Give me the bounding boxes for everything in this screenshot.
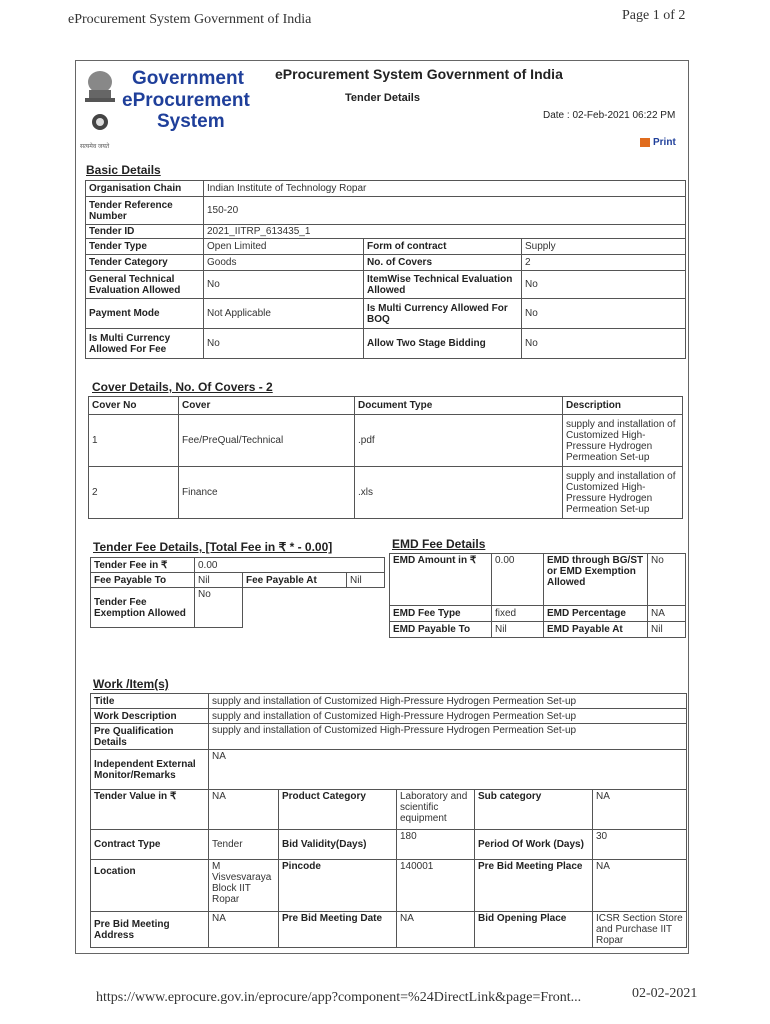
fee-payat-value: Nil: [347, 573, 385, 588]
tender-value-label: Tender Value in ₹: [91, 790, 209, 830]
basic-details-table: [85, 180, 686, 359]
national-emblem-icon: [77, 68, 123, 140]
basic-details-title: Basic Details: [86, 163, 161, 177]
site-title: eProcurement System Government of India: [275, 66, 563, 82]
covers-value: 2: [522, 255, 686, 271]
emd-type-label: EMD Fee Type: [390, 606, 492, 622]
pre-bid-date-value: NA: [397, 912, 475, 948]
emd-through-label: EMD through BG/ST or EMD Exemption Allowed: [544, 554, 648, 606]
emd-payto-label: EMD Payable To: [390, 622, 492, 638]
product-category-label: Product Category: [279, 790, 397, 830]
multi-currency-fee-value: No: [204, 329, 364, 359]
contract-type-label: Contract Type: [91, 830, 209, 860]
description-header: Description: [563, 397, 683, 415]
cover-name: Finance: [179, 467, 355, 519]
category-value: Goods: [204, 255, 364, 271]
fee-value: 0.00: [195, 558, 385, 573]
preq-value: supply and installation of Customized High-Pressure Hydrogen Permeation Set-up: [209, 724, 687, 750]
fee-payat-label: Fee Payable At: [243, 573, 347, 588]
pre-bid-place-label: Pre Bid Meeting Place: [475, 860, 593, 912]
cover-no: 2: [89, 467, 179, 519]
browser-footer-url: https://www.eprocure.gov.in/eprocure/app?component=%24DirectLink&page=Front...: [96, 990, 582, 1005]
bid-opening-place-label: Bid Opening Place: [475, 912, 593, 948]
tender-id-value: 2021_IITRP_613435_1: [204, 225, 686, 239]
bid-validity-value: 180: [397, 830, 475, 860]
tender-fee-title: Tender Fee Details, [Total Fee in ₹ * - 0.00]: [93, 540, 333, 554]
payment-mode-label: Payment Mode: [86, 299, 204, 329]
ite-value: No: [522, 271, 686, 299]
emd-payat-label: EMD Payable At: [544, 622, 648, 638]
contract-value: Supply: [522, 239, 686, 255]
cover-description: supply and installation of Customized High-Pressure Hydrogen Permeation Set-up: [563, 415, 683, 467]
logo-word-eprocurement: eProcurement: [122, 90, 250, 111]
type-value: Open Limited: [204, 239, 364, 255]
cover-header: Cover: [179, 397, 355, 415]
logo-word-system: System: [157, 111, 225, 132]
cover-description: supply and installation of Customized High-Pressure Hydrogen Permeation Set-up: [563, 467, 683, 519]
location-label: Location: [91, 860, 209, 912]
page-subtitle: Tender Details: [345, 92, 420, 104]
monitor-label: Independent External Monitor/Remarks: [91, 750, 209, 790]
work-title-label: Title: [91, 694, 209, 709]
emd-percentage-value: NA: [648, 606, 686, 622]
table-row: [89, 415, 683, 467]
emd-payat-value: Nil: [648, 622, 686, 638]
cover-details-title: Cover Details, No. Of Covers - 2: [92, 380, 273, 394]
bid-opening-place-value: ICSR Section Store and Purchase IIT Ropar: [593, 912, 687, 948]
date-line: Date : 02-Feb-2021 06:22 PM: [543, 110, 676, 121]
doc-type: .xls: [355, 467, 563, 519]
product-category-value: Laboratory and scientific equipment: [397, 790, 475, 830]
org-label: Organisation Chain: [86, 181, 204, 197]
type-label: Tender Type: [86, 239, 204, 255]
emd-through-value: No: [648, 554, 686, 606]
browser-header-page: Page 1 of 2: [622, 8, 686, 23]
doc-type-header: Document Type: [355, 397, 563, 415]
multi-currency-fee-label: Is Multi Currency Allowed For Fee: [86, 329, 204, 359]
cover-name: Fee/PreQual/Technical: [179, 415, 355, 467]
ref-label: Tender Reference Number: [86, 197, 204, 225]
two-stage-value: No: [522, 329, 686, 359]
work-items-table: [90, 693, 687, 948]
cover-no-header: Cover No: [89, 397, 179, 415]
emd-fee-table: [389, 553, 686, 638]
tender-value-value: NA: [209, 790, 279, 830]
cover-no: 1: [89, 415, 179, 467]
tender-fee-table: [90, 557, 385, 628]
logo-word-government: Government: [132, 68, 244, 89]
monitor-value: NA: [209, 750, 687, 790]
browser-header-title: eProcurement System Government of India: [68, 12, 312, 27]
printer-icon: [640, 138, 650, 147]
ref-value: 150-20: [204, 197, 686, 225]
pincode-label: Pincode: [279, 860, 397, 912]
cover-details-table: [88, 396, 683, 519]
emd-type-value: fixed: [492, 606, 544, 622]
doc-type: .pdf: [355, 415, 563, 467]
location-value: M Visvesvaraya Block IIT Ropar: [209, 860, 279, 912]
print-link[interactable]: [640, 137, 676, 148]
browser-footer-date: 02-02-2021: [632, 986, 698, 1001]
work-desc-label: Work Description: [91, 709, 209, 724]
category-label: Tender Category: [86, 255, 204, 271]
fee-payto-label: Fee Payable To: [91, 573, 195, 588]
emd-amount-label: EMD Amount in ₹: [390, 554, 492, 606]
two-stage-label: Allow Two Stage Bidding: [364, 329, 522, 359]
ite-label: ItemWise Technical Evaluation Allowed: [364, 271, 522, 299]
fee-label: Tender Fee in ₹: [91, 558, 195, 573]
covers-label: No. of Covers: [364, 255, 522, 271]
work-items-title: Work /Item(s): [93, 677, 169, 691]
gte-value: No: [204, 271, 364, 299]
gte-label: General Technical Evaluation Allowed: [86, 271, 204, 299]
sub-category-label: Sub category: [475, 790, 593, 830]
emblem-caption: सत्यमेव जयते: [80, 144, 110, 150]
emd-payto-value: Nil: [492, 622, 544, 638]
contract-label: Form of contract: [364, 239, 522, 255]
work-desc-value: supply and installation of Customized High-Pressure Hydrogen Permeation Set-up: [209, 709, 687, 724]
table-row: [89, 467, 683, 519]
period-of-work-label: Period Of Work (Days): [475, 830, 593, 860]
pincode-value: 140001: [397, 860, 475, 912]
emd-percentage-label: EMD Percentage: [544, 606, 648, 622]
org-value: Indian Institute of Technology Ropar: [204, 181, 686, 197]
multi-currency-boq-value: No: [522, 299, 686, 329]
pre-bid-place-value: NA: [593, 860, 687, 912]
fee-exempt-label: Tender Fee Exemption Allowed: [91, 588, 195, 628]
fee-payto-value: Nil: [195, 573, 243, 588]
emd-amount-value: 0.00: [492, 554, 544, 606]
bid-validity-label: Bid Validity(Days): [279, 830, 397, 860]
sub-category-value: NA: [593, 790, 687, 830]
pre-bid-address-value: NA: [209, 912, 279, 948]
pre-bid-date-label: Pre Bid Meeting Date: [279, 912, 397, 948]
multi-currency-boq-label: Is Multi Currency Allowed For BOQ: [364, 299, 522, 329]
payment-mode-value: Not Applicable: [204, 299, 364, 329]
work-title-value: supply and installation of Customized High-Pressure Hydrogen Permeation Set-up: [209, 694, 687, 709]
emd-fee-title: EMD Fee Details: [392, 537, 486, 551]
contract-type-value: Tender: [209, 830, 279, 860]
print-label: Print: [653, 137, 676, 148]
fee-exempt-value: No: [195, 588, 243, 628]
preq-label: Pre Qualification Details: [91, 724, 209, 750]
pre-bid-address-label: Pre Bid Meeting Address: [91, 912, 209, 948]
period-of-work-value: 30: [593, 830, 687, 860]
tender-id-label: Tender ID: [86, 225, 204, 239]
